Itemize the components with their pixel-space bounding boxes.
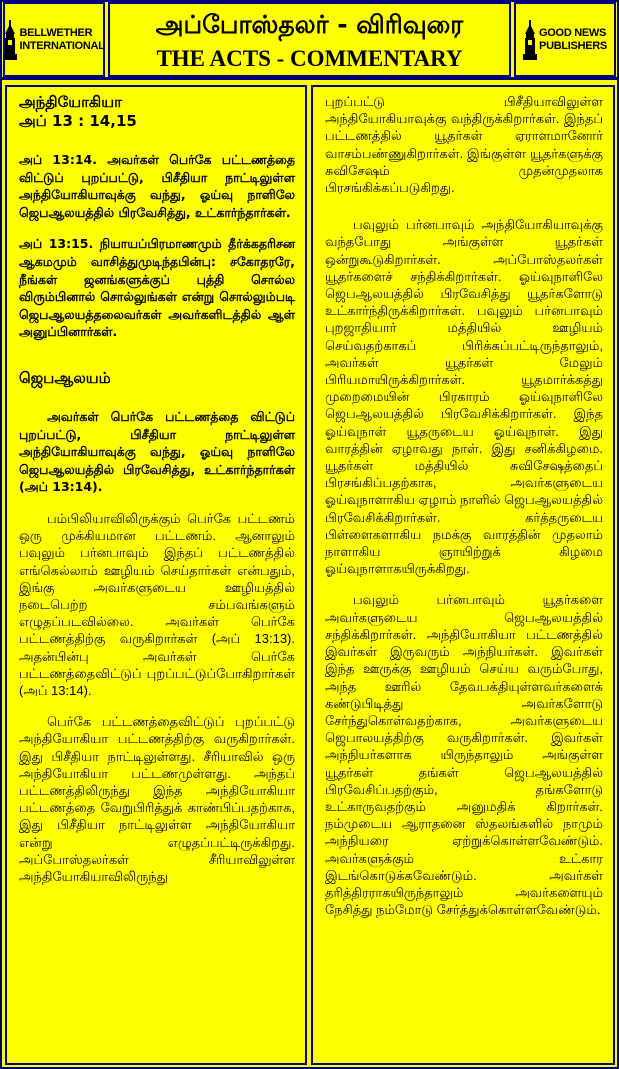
scripture-reference: அப் 13 : 14,15 bbox=[19, 112, 137, 130]
commentary-paragraph: பவுலும் பர்னபாவும் அந்தியோகியாவுக்கு வந்தபோது அங்குள்ள யூதர்கள் ஒன்றுகூடுகிறார்கள். அப்போஸ்தலர்கள் யூதர்களைச் சந்திக்கிறார்கள். ஓய்வுநாளிலே ஜெபஆலயத்தில் பிரவேசித்து யூதர்களோடு உட்கார்ந்திருக்கிறார்கள். பவுலும் பர்னபாவும் புறஜாதியார் மத்தியில் ஊழியம் செய்வதற்காகப் பிரிக்கப்பட்டிருந்தாலும், அவர்கள் யூதர்கள் மேலும் பிரியமாயிருக்கிறார்கள். யூதமார்க்கத்து முறைமையின் பிரகாரம் ஓய்வுநாளிலே ஜெபஆலயத்தில் பிரவேசிக்கிறார்கள். இந்த ஓய்வுநாள் யூதருடைய ஓய்வுநாள். இது வாரத்தின் ஏழாவது நாள். இது சனிக்கிழமை. யூதர்கள் மத்தியில் சுவிசேஷத்தைப் பிரசங்கிப்பதற்காக, அவர்களுடைய ஓய்வுநாளாகிய ஏழாம் நாளில் ஜெபஆலயத்தில் பிரவேசிக்கிறார்கள். கர்த்தருடைய பிள்ளைகளாகிய நமக்கு வாரத்தின் முதலாம் நாளாகிய ஞாயிற்றுக் கிழமை ஓய்வுநாளாகயிருக்கிறது. bbox=[325, 217, 603, 577]
logo-right-line1: GOOD NEWS bbox=[539, 26, 607, 39]
logo-left-line1: BELLWETHER bbox=[19, 26, 93, 39]
left-column bbox=[5, 85, 307, 1065]
right-column bbox=[311, 85, 615, 1065]
bellwether-logo bbox=[3, 2, 105, 77]
bell-tower-icon bbox=[3, 20, 17, 60]
logo-left-line2: INTERNATIONAL bbox=[19, 39, 105, 52]
commentary-paragraph: புறப்பட்டு பிசீதியாவிலுள்ள அந்தியோகியாவுக்கு வந்திருக்கிறார்கள். இந்தப் பட்டணத்தில் யூதர்கள் ஏராளமானோர் வாசம்பண்ணுகிறார்கள். இங்குள்ள யூதர்களுக்கு சுவிசேஷம் முதன்முதலாக பிரசங்கிக்கப்படுகிறது. bbox=[325, 94, 603, 196]
good-news-logo bbox=[514, 2, 616, 77]
section-heading: ஜெபஆலயம் bbox=[19, 368, 111, 387]
page-header bbox=[0, 0, 619, 80]
verse-14: அப் 13:14. அவர்கள் பெர்கே பட்டணத்தை விட்டுப் புறப்பட்டு, பிசீதியா நாட்டிலுள்ள அந்தியோகியாவுக்கு வந்து, ஓய்வு நாளிலே ஜெபஆலயத்தில் பிரவேசித்து, உட்கார்ந்தார்கள். bbox=[19, 152, 295, 220]
commentary-paragraph: பெர்கே பட்டணத்தைவிட்டுப் புறப்பட்டு அந்தியோகியா பட்டணத்திற்கு வருகிறார்கள். இது பிசீதியா நாட்டிலுள்ளது. சீரியாவில் ஒரு அந்தியோகியா பட்டணமுள்ளது. அந்தப் பட்டணத்திலிருந்து இந்த அந்தியோகியா பட்டணத்தை வேறுபிரித்துக் காண்பிப்பதற்காக, இது பிசீதியா நாட்டிலுள்ள அந்தியோகியா என்று எழுதப்பட்டிருக்கிறது. அப்போஸ்தலர்கள் சீரியாவிலுள்ள அந்தியோகியாவிலிருந்து bbox=[19, 714, 295, 884]
page-title-tamil: அப்போஸ்தலர் - விரிவுரை bbox=[155, 10, 464, 39]
place-title: அந்தியோகியா bbox=[19, 93, 122, 111]
logo-right-line2: PUBLISHERS bbox=[539, 39, 607, 52]
commentary-paragraph: பம்பிலியாவிலிருக்கும் பெர்கே பட்டணம் ஒரு முக்கியமான பட்டணம். ஆனாலும் பவுலும் பர்னபாவும் இந்தப் பட்டணத்தில் எங்கெல்லாம் ஊழியம் செய்தார்கள் என்பதும், இங்கு அவர்களுடைய ஊழியத்தில் நடைபெற்ற சம்பவங்களும் எழுதப்படவில்லை. அவர்கள் பெர்கே பட்டணத்திற்கு வருகிறார்கள் (அப் 13:13). அதன்பின்பு அவர்கள் பெர்கே பட்டணத்தைவிட்டுப் புறப்பட்டுப்போகிறார்கள் (அப் 13:14). bbox=[19, 510, 295, 698]
title-box bbox=[108, 2, 511, 77]
bell-tower-icon bbox=[523, 20, 537, 60]
section-quote: அவர்கள் பெர்கே பட்டணத்தை விட்டுப் புறப்பட்டு, பிசீதியா நாட்டிலுள்ள அந்தியோகியாவுக்கு வந்து, ஓய்வு நாளிலே ஜெபஆலயத்தில் பிரவேசித்து, உட்கார்ந்தார்கள் (அப் 13:14). bbox=[19, 408, 295, 495]
commentary-paragraph: பவுலும் பர்னபாவும் யூதர்களை அவர்களுடைய ஜெபஆலயத்தில் சந்திக்கிறார்கள். அந்தியோகியா பட்டணத்தில் இவர்கள் இருவரும் அந்நியர்கள். இவர்கள் இந்த ஊருக்கு ஊழியம் செய்ய வரும்போது, அந்த ஊரில் தேவபக்தியுள்ளவர்களைக் கண்டுபிடித்து அவர்களோடு சேர்ந்துகொள்வதற்காக, அவர்களுடைய ஜெபாலயத்திற்கு வருகிறார்கள். இவர்கள் அந்நியர்களாக யிருந்தாலும் அங்குள்ள யூதர்கள் தங்கள் ஜெபஆலயத்தில் பிரவேசிப்பதற்கும், தங்களோடு உட்காருவதற்கும் அனுமதிக் கிறார்கள். நம்முடைய ஆராதனை ஸ்தலங்களில் நாமும் அந்நியரை ஏற்றுக்கொள்ளவேண்டும். அவர்களுக்கும் உட்கார இடங்கொடுக்கவேண்டும். அவர்கள் தரித்திரராகயிருந்தாலும் அவர்களையும் நேசித்து நம்மோடு சேர்த்துக்கொள்ளவேண்டும். bbox=[325, 592, 603, 918]
page-title-english: THE ACTS - COMMENTARY bbox=[156, 46, 463, 71]
verse-15: அப் 13:15. நியாயப்பிரமாணமும் தீர்க்கதரிசன ஆகமமும் வாசித்துமுடிந்தபின்பு: சகோதரரே, நீங்கள் ஜனங்களுக்குப் புத்தி சொல்ல விரும்பினால் சொல்லுங்கள் என்று சொல்லும்படி ஜெபஆலயத்தலைவர்கள் அவர்களிடத்தில் ஆள் அனுப்பினார்கள். bbox=[19, 236, 295, 340]
